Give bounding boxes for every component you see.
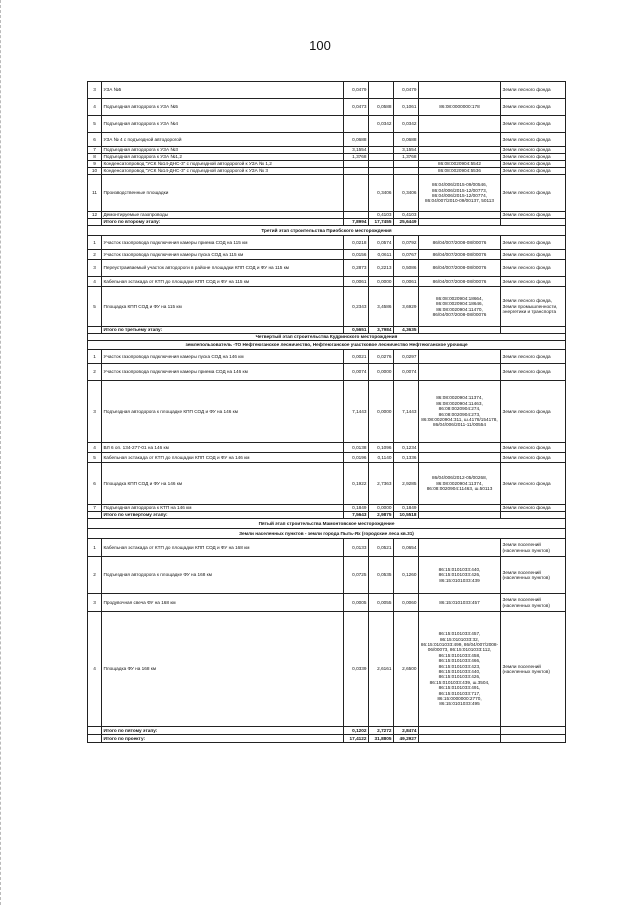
- table-row: [88, 277, 566, 287]
- area-total: 3,6929: [394, 287, 419, 327]
- cadastral-numbers: [419, 364, 501, 381]
- section-header-row: [88, 529, 566, 539]
- area-total: 1,3768: [394, 154, 419, 161]
- object-name: УЗА №5: [102, 82, 344, 99]
- land-category: Земли поселений (населенных пунктов): [501, 612, 566, 727]
- cadastral-numbers: [419, 350, 501, 364]
- area-value-1: 0,0138: [344, 443, 369, 453]
- land-category: Земли лесного фонда: [501, 505, 566, 512]
- land-category-cell: [501, 219, 566, 226]
- area-value-2: 0,2213: [369, 260, 394, 277]
- row-number: 5: [88, 116, 102, 133]
- section-title: землепользователь -ТО Нефтеюганское лесничество, Нефтеюганское участковое лесничество Нефтеюганское урочище: [88, 341, 566, 350]
- row-number-cell: [88, 327, 102, 334]
- cadastral-cell: [419, 727, 501, 735]
- land-category-cell: [501, 512, 566, 519]
- table-row: [88, 161, 566, 168]
- table-row: [88, 260, 566, 277]
- section-title: Пятый этап строительства Мамонтовское месторождение: [88, 519, 566, 529]
- area-value-1: [344, 116, 369, 133]
- cadastral-numbers: 86:08:0020904:18664, 86:08:0020904:18646, 86:08:0020904:11470, 86/04/007/2008-08/00076: [419, 287, 501, 327]
- land-allocation-table: [87, 81, 566, 743]
- area-value-2: 2,7272: [369, 727, 394, 735]
- area-total: 25,6449: [394, 219, 419, 226]
- area-total: 0,4103: [394, 212, 419, 219]
- land-category: Земли лесного фонда: [501, 350, 566, 364]
- row-number: 2: [88, 250, 102, 260]
- land-category: Земли поселений (населенных пунктов): [501, 557, 566, 594]
- cadastral-numbers: 86:08:0020904:5542: [419, 161, 501, 168]
- area-value-2: 0,1140: [369, 453, 394, 463]
- area-total: 0,3406: [394, 175, 419, 212]
- area-value-2: 0,1096: [369, 443, 394, 453]
- area-total: 0,0688: [394, 133, 419, 147]
- row-number: 5: [88, 453, 102, 463]
- area-value-2: [369, 147, 394, 154]
- row-number: 1: [88, 350, 102, 364]
- area-total: [394, 168, 419, 175]
- cadastral-numbers: [419, 505, 501, 512]
- object-name: Подъездная автодорога к КТП на 146 км: [102, 505, 344, 512]
- area-value-1: 0,1922: [344, 463, 369, 505]
- table-row: [88, 212, 566, 219]
- cadastral-numbers: 86:15:0101033:457: [419, 594, 501, 612]
- row-number: 4: [88, 612, 102, 727]
- area-value-2: 3,4586: [369, 287, 394, 327]
- object-name: Демонтируемые газопроводы: [102, 212, 344, 219]
- row-number: 3: [88, 594, 102, 612]
- area-value-1: 7,1443: [344, 381, 369, 443]
- object-name: Подъездная автодорога к площадке КПП СОД и ФУ на 146 км: [102, 381, 344, 443]
- table-row: [88, 287, 566, 327]
- area-total: 0,1336: [394, 453, 419, 463]
- cadastral-numbers: 86/04/006/2012-05/00268, 86:08:0020904:11374, 86:08:0020904:11463, ш.50113: [419, 463, 501, 505]
- area-total: 3,1554: [394, 147, 419, 154]
- section-header-row: [88, 226, 566, 236]
- object-name: Кабельная эстакада от КТП до площадки КПП СОД и ФУ на 168 км: [102, 539, 344, 557]
- land-category: Земли лесного фонда: [501, 381, 566, 443]
- area-value-2: 0,0000: [369, 505, 394, 512]
- land-category: Земли лесного фонда: [501, 260, 566, 277]
- land-category: Земли лесного фонда: [501, 147, 566, 154]
- row-number-cell: [88, 512, 102, 519]
- area-value-2: 0,3406: [369, 175, 394, 212]
- area-value-2: 0,0574: [369, 236, 394, 250]
- area-total: 10,5518: [394, 512, 419, 519]
- land-category: Земли лесного фонда: [501, 154, 566, 161]
- row-number-cell: [88, 727, 102, 735]
- area-value-1: 0,0473: [344, 99, 369, 116]
- area-value-1: 0,0061: [344, 277, 369, 287]
- cadastral-numbers: [419, 116, 501, 133]
- land-category: Земли лесного фонда: [501, 277, 566, 287]
- land-category: Земли лесного фонда: [501, 161, 566, 168]
- table-row: [88, 99, 566, 116]
- area-value-2: 0,0000: [369, 364, 394, 381]
- total-label: Итого по четвертому этапу:: [102, 512, 344, 519]
- cadastral-numbers: [419, 212, 501, 219]
- object-name: Участок газопровода подключения камеры приема СОД на 115 км: [102, 236, 344, 250]
- area-value-1: 0,5651: [344, 327, 369, 334]
- cadastral-numbers: [419, 147, 501, 154]
- cadastral-numbers: 86:08:0020904:5536: [419, 168, 501, 175]
- area-value-2: 2,9875: [369, 512, 394, 519]
- cadastral-numbers: 86/04/007/2008-08/00076: [419, 260, 501, 277]
- area-value-2: 0,0342: [369, 116, 394, 133]
- area-total: 0,0060: [394, 594, 419, 612]
- area-value-1: 1,3768: [344, 154, 369, 161]
- object-name: Кабельная эстакада от КТП до площадки КПП СОД и ФУ на 115 км: [102, 277, 344, 287]
- area-total: 0,0061: [394, 277, 419, 287]
- area-value-1: [344, 161, 369, 168]
- area-value-1: [344, 168, 369, 175]
- row-number: 2: [88, 364, 102, 381]
- area-value-1: 0,0479: [344, 82, 369, 99]
- area-value-2: 0,0611: [369, 250, 394, 260]
- area-value-1: 17,4122: [344, 735, 369, 743]
- section-title: Земли населенных пунктов - земли города Пыть-Ях (городские леса кв.31): [88, 529, 566, 539]
- row-number: 3: [88, 260, 102, 277]
- area-value-1: 0,1202: [344, 727, 369, 735]
- page-number: 100: [309, 38, 331, 53]
- cadastral-numbers: 86/04/007/2008-08/00076: [419, 250, 501, 260]
- area-value-2: 3,7984: [369, 327, 394, 334]
- row-number: 12: [88, 212, 102, 219]
- land-category: Земли лесного фонда: [501, 212, 566, 219]
- land-category: Земли лесного фонда: [501, 133, 566, 147]
- land-category: Земли лесного фонда: [501, 443, 566, 453]
- object-name: Площадка КПП СОД и ФУ на 146 км: [102, 463, 344, 505]
- object-name: Подъездная автодорога к УЗА №4: [102, 116, 344, 133]
- area-total: 0,0792: [394, 236, 419, 250]
- area-value-1: 0,0688: [344, 133, 369, 147]
- area-value-2: [369, 82, 394, 99]
- area-value-1: 7,8994: [344, 219, 369, 226]
- area-total: 0,0479: [394, 82, 419, 99]
- section-header-row: [88, 519, 566, 529]
- area-total: 0,1260: [394, 557, 419, 594]
- area-value-1: 0,2873: [344, 260, 369, 277]
- cadastral-numbers: [419, 154, 501, 161]
- object-name: Продувочная свеча ФУ на 168 км: [102, 594, 344, 612]
- object-name: Участок газопровода подключения камеры приема СОД на 146 км: [102, 364, 344, 381]
- area-value-2: 0,0521: [369, 539, 394, 557]
- area-total: 2,9285: [394, 463, 419, 505]
- object-name: Подъездная автодорога к УЗА №1,2: [102, 154, 344, 161]
- row-number: 6: [88, 463, 102, 505]
- cadastral-numbers: 86:08:0020904:11374, 86:08:0020904:11463, 86:08:0020904:274, 86:08:0020904:273, 86:08:0020904:311, ш.4178/154178, 86/04/006/2011-11/00554: [419, 381, 501, 443]
- cadastral-cell: [419, 735, 501, 743]
- area-value-2: 2,6161: [369, 612, 394, 727]
- table-row: [88, 236, 566, 250]
- area-value-1: 0,0156: [344, 250, 369, 260]
- table-row: [88, 116, 566, 133]
- area-total: 0,0297: [394, 350, 419, 364]
- table-row: [88, 453, 566, 463]
- area-value-1: [344, 175, 369, 212]
- area-value-1: 0,0196: [344, 453, 369, 463]
- table-row: [88, 168, 566, 175]
- cadastral-numbers: [419, 443, 501, 453]
- land-category: Земли лесного фонда: [501, 99, 566, 116]
- row-number: 7: [88, 505, 102, 512]
- cadastral-numbers: [419, 453, 501, 463]
- table-row: [88, 364, 566, 381]
- land-category: Земли лесного фонда: [501, 82, 566, 99]
- area-total: 2,8474: [394, 727, 419, 735]
- section-header-row: [88, 334, 566, 341]
- row-number: 2: [88, 557, 102, 594]
- land-category: Земли лесного фонда: [501, 168, 566, 175]
- row-number: 3: [88, 82, 102, 99]
- land-category: Земли поселений (населенных пунктов): [501, 594, 566, 612]
- object-name: Производственные площадки: [102, 175, 344, 212]
- land-category: Земли поселений (населенных пунктов): [501, 539, 566, 557]
- cadastral-numbers: [419, 82, 501, 99]
- table-row: [88, 82, 566, 99]
- cadastral-numbers: 86/04/007/2008-08/00076: [419, 236, 501, 250]
- table-row: [88, 594, 566, 612]
- area-total: 49,2927: [394, 735, 419, 743]
- total-row: [88, 512, 566, 519]
- total-row: [88, 327, 566, 334]
- total-label: Итого по третьему этапу:: [102, 327, 344, 334]
- table-row: [88, 147, 566, 154]
- object-name: Подъездная автодорога к УЗА №3: [102, 147, 344, 154]
- land-category: Земли лесного фонда: [501, 250, 566, 260]
- cadastral-cell: [419, 219, 501, 226]
- land-category: Земли лесного фонда: [501, 463, 566, 505]
- area-value-2: [369, 161, 394, 168]
- area-value-1: 3,1554: [344, 147, 369, 154]
- row-number-cell: [88, 219, 102, 226]
- binding-edge: [0, 0, 7, 905]
- total-label: Итого по проекту:: [102, 735, 344, 743]
- total-row: [88, 727, 566, 735]
- area-value-2: 2,7363: [369, 463, 394, 505]
- land-category: Земли лесного фонда, Земли промышленности, энергетики и транспорта: [501, 287, 566, 327]
- row-number: 5: [88, 287, 102, 327]
- cadastral-numbers: [419, 133, 501, 147]
- total-row: [88, 219, 566, 226]
- row-number: 10: [88, 168, 102, 175]
- object-name: Подъездная автодорога к УЗА №5: [102, 99, 344, 116]
- table-row: [88, 443, 566, 453]
- area-total: 0,0767: [394, 250, 419, 260]
- object-name: Переустраиваемый участок автодороги в районе площадки КПП СОД и ФУ на 115 км: [102, 260, 344, 277]
- land-category: Земли лесного фонда: [501, 175, 566, 212]
- area-total: [394, 161, 419, 168]
- area-value-1: 0,1849: [344, 505, 369, 512]
- area-total: 4,3635: [394, 327, 419, 334]
- cadastral-cell: [419, 512, 501, 519]
- table-row: [88, 612, 566, 727]
- land-category-cell: [501, 727, 566, 735]
- area-value-1: 0,0133: [344, 539, 369, 557]
- area-value-2: 31,8805: [369, 735, 394, 743]
- table-row: [88, 350, 566, 364]
- row-number: 4: [88, 277, 102, 287]
- row-number: 3: [88, 381, 102, 443]
- land-category: Земли лесного фонда: [501, 236, 566, 250]
- cadastral-cell: [419, 327, 501, 334]
- section-title: Четвертый этап строительства Кудринского месторождения: [88, 334, 566, 341]
- cadastral-numbers: 86:15:0101033:440, 86:15:0101033:426, 86:15:0101033:439: [419, 557, 501, 594]
- area-total: 0,1849: [394, 505, 419, 512]
- land-category-cell: [501, 735, 566, 743]
- row-number: 9: [88, 161, 102, 168]
- area-value-1: 0,0218: [344, 236, 369, 250]
- table-row: [88, 381, 566, 443]
- object-name: Участок газопровода подключения камеры пуска СОД на 115 км: [102, 250, 344, 260]
- object-name: Кабельная эстакада от КТП до площадки КПП СОД и ФУ на 146 км: [102, 453, 344, 463]
- object-name: Конденсатопровод "УСК №14-ДНС-3" с подъездной автодорогой к УЗА № 3: [102, 168, 344, 175]
- object-name: УЗА № 4 с подъездной автодорогой: [102, 133, 344, 147]
- total-label: Итого по второму этапу:: [102, 219, 344, 226]
- row-number: 11: [88, 175, 102, 212]
- area-value-1: [344, 212, 369, 219]
- area-value-2: 0,0276: [369, 350, 394, 364]
- total-label: Итого по пятому этапу:: [102, 727, 344, 735]
- area-value-1: 0,2343: [344, 287, 369, 327]
- land-category: Земли лесного фонда: [501, 364, 566, 381]
- land-category: Земли лесного фонда: [501, 116, 566, 133]
- cadastral-numbers: [419, 539, 501, 557]
- cadastral-numbers: 86:04/006/2015-09/00546, 86:04/006/2015-12/00773, 86:04/006/2015-12/00774, 86:04/007/2010-09/00137, 50113: [419, 175, 501, 212]
- section-header-row: [88, 341, 566, 350]
- area-value-2: 0,0588: [369, 99, 394, 116]
- table-row: [88, 539, 566, 557]
- land-category-cell: [501, 327, 566, 334]
- area-value-1: 0,0074: [344, 364, 369, 381]
- total-row: [88, 735, 566, 743]
- land-category: Земли лесного фонда: [501, 453, 566, 463]
- area-value-2: 0,4103: [369, 212, 394, 219]
- area-total: 2,6500: [394, 612, 419, 727]
- object-name: ВЛ 6 оп. 134-277-01 на 146 км: [102, 443, 344, 453]
- row-number: 6: [88, 133, 102, 147]
- table-row: [88, 154, 566, 161]
- area-value-2: [369, 133, 394, 147]
- row-number: 7: [88, 147, 102, 154]
- area-value-2: 0,0535: [369, 557, 394, 594]
- area-value-1: 0,0339: [344, 612, 369, 727]
- area-total: 7,1443: [394, 381, 419, 443]
- table-row: [88, 557, 566, 594]
- area-value-1: 0,0021: [344, 350, 369, 364]
- area-value-2: 17,7455: [369, 219, 394, 226]
- area-total: 0,5086: [394, 260, 419, 277]
- area-value-2: [369, 154, 394, 161]
- object-name: Конденсатопровод "УСК №14-ДНС-3" с подъездной автодорогой к УЗА № 1,2: [102, 161, 344, 168]
- area-total: 0,0074: [394, 364, 419, 381]
- row-number: 1: [88, 236, 102, 250]
- cadastral-numbers: 86:15:0101033:457, 86:15:0101033:32, 86:15:0101033:499, 86/04/007/2008-06/00073, 86:15:0101033:112, 86:15:0101033:458, 86:15:0101033:466, 86:15:0101033:423, 86:15:0101033:440, 86:15:0101033:426, 86:15:0101033:439, ш.3504, 86:15:0101033:491, 86:15:0101033:717, 86:15:0000000:2770, 86:15:0101033:495: [419, 612, 501, 727]
- area-total: 0,1234: [394, 443, 419, 453]
- table-row: [88, 133, 566, 147]
- cadastral-numbers: 86:08:0000000:178: [419, 99, 501, 116]
- row-number: 8: [88, 154, 102, 161]
- area-value-1: 0,0725: [344, 557, 369, 594]
- row-number: 4: [88, 99, 102, 116]
- area-value-2: 0,0000: [369, 381, 394, 443]
- table-row: [88, 250, 566, 260]
- row-number: 1: [88, 539, 102, 557]
- area-value-1: 0,0005: [344, 594, 369, 612]
- area-value-2: 0,0000: [369, 277, 394, 287]
- area-value-2: 0,0055: [369, 594, 394, 612]
- table-row: [88, 175, 566, 212]
- table-row: [88, 463, 566, 505]
- area-total: 0,0342: [394, 116, 419, 133]
- area-value-1: 7,5643: [344, 512, 369, 519]
- object-name: Площадка ФУ на 168 км: [102, 612, 344, 727]
- row-number: 4: [88, 443, 102, 453]
- row-number-cell: [88, 735, 102, 743]
- object-name: Площадка КПП СОД и ФУ на 115 км: [102, 287, 344, 327]
- area-value-2: [369, 168, 394, 175]
- area-total: 0,1061: [394, 99, 419, 116]
- object-name: Подъездная автодорога к площадке ФУ на 168 км: [102, 557, 344, 594]
- cadastral-numbers: 86/04/007/2008-08/00076: [419, 277, 501, 287]
- object-name: Участок газопровода подключения камеры пуска СОД на 146 км: [102, 350, 344, 364]
- table-row: [88, 505, 566, 512]
- section-title: Третий этап строительства Приобского месторождения: [88, 226, 566, 236]
- area-total: 0,0654: [394, 539, 419, 557]
